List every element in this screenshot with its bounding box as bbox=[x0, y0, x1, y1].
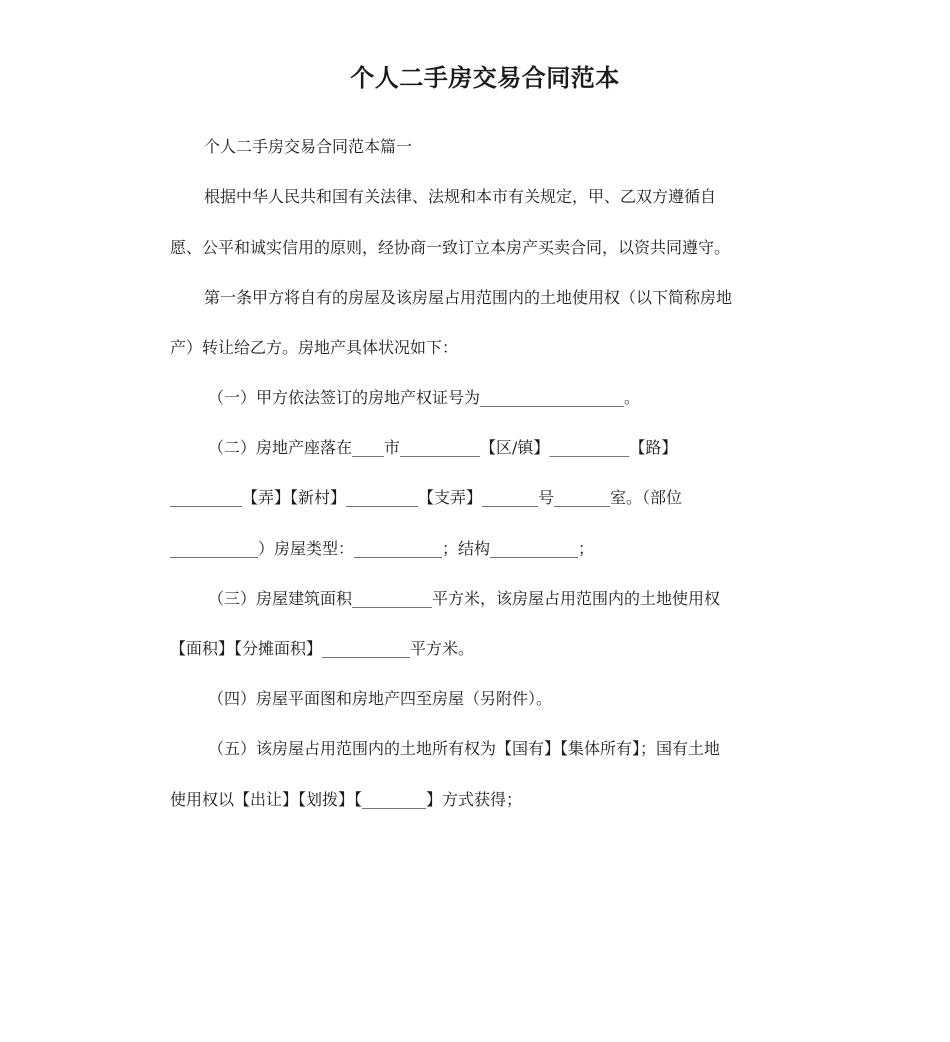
paragraph-line: 使用权以【出让】【划拨】【________】方式获得； bbox=[170, 790, 523, 809]
section-heading: 个人二手房交易合同范本篇一 bbox=[204, 137, 413, 156]
paragraph-line: 根据中华人民共和国有关法律、法规和本市有关规定，甲、乙双方遵循自 bbox=[204, 187, 717, 206]
paragraph-line: _________【弄】【新村】_________【支弄】_______号_______室。（部位 bbox=[170, 488, 683, 507]
paragraph-line: 产）转让给乙方。房地产具体状况如下： bbox=[170, 338, 459, 357]
paragraph-line: 【面积】【分摊面积】___________平方米。 bbox=[170, 639, 475, 658]
paragraph-line: 第一条甲方将自有的房屋及该房屋占用范围内的土地使用权（以下简称房地 bbox=[204, 288, 733, 307]
paragraph-line: （三）房屋建筑面积__________平方米，该房屋占用范围内的土地使用权 bbox=[208, 589, 721, 608]
paragraph-line: ___________）房屋类型：___________；结构___________； bbox=[170, 539, 595, 558]
paragraph-line: （一）甲方依法签订的房地产权证号为__________________。 bbox=[208, 388, 641, 407]
document-title: 个人二手房交易合同范本 bbox=[350, 64, 620, 92]
paragraph-line: （五）该房屋占用范围内的土地所有权为【国有】【集体所有】；国有土地 bbox=[208, 739, 721, 758]
paragraph-line: （二）房地产座落在____市__________【区/镇】__________【路】 bbox=[208, 438, 678, 457]
paragraph-line: （四）房屋平面图和房地产四至房屋（另附件）。 bbox=[208, 689, 553, 708]
paragraph-line: 愿、公平和诚实信用的原则，经协商一致订立本房产买卖合同，以资共同遵守。 bbox=[170, 238, 731, 257]
